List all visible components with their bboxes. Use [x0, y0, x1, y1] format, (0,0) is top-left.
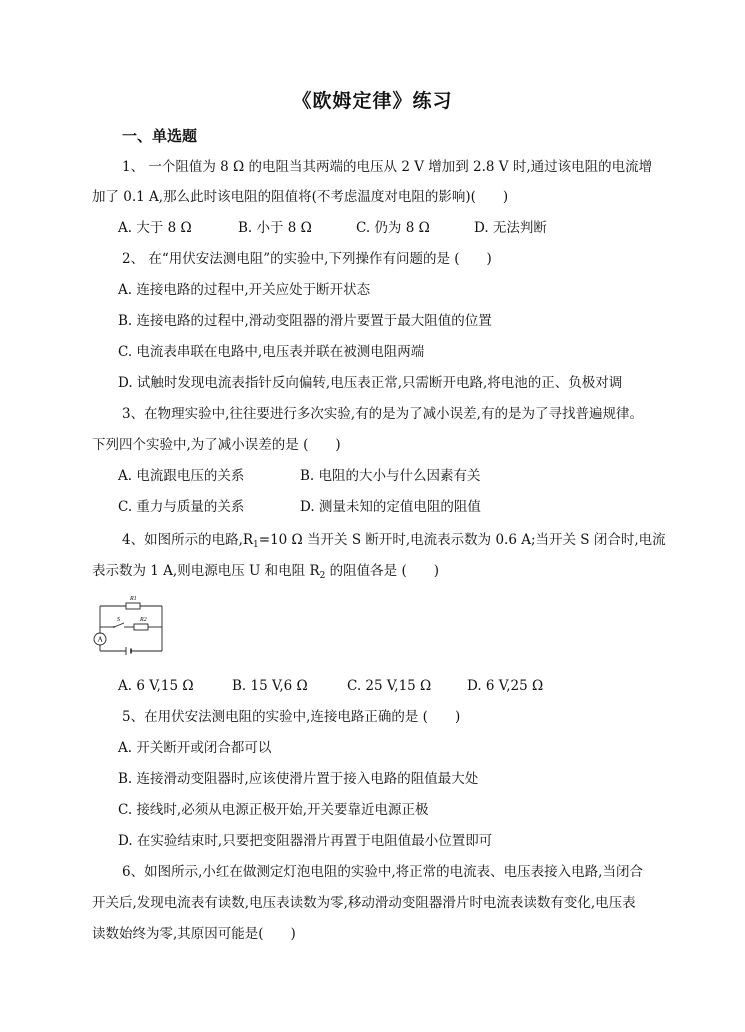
- question-2-option-d: D. 试触时发现电流表指针反向偏转,电压表正常,只需断开电路,将电池的正、负极对调: [118, 375, 623, 391]
- question-2-line-1: 2、 在“用伏安法测电阻”的实验中,下列操作有问题的是 ( ): [122, 251, 492, 267]
- question-6-line-3: 读数始终为零,其原因可能是( ): [92, 926, 296, 942]
- question-5-option-c: C. 接线时,必须从电源正极开始,开关要靠近电源正极: [118, 802, 429, 818]
- question-1-line-1: 1、 一个阻值为 8 Ω 的电阻当其两端的电压从 2 V 增加到 2.8 V 时,通过该电阻的电流增: [122, 159, 653, 175]
- question-5-option-d: D. 在实验结束时,只要把变阻器滑片再置于电阻值最小位置即可: [118, 833, 493, 849]
- question-3-option-a: A. 电流跟电压的关系: [118, 468, 245, 484]
- switch-pivot: [113, 626, 115, 628]
- page-title: 《欧姆定律》练习: [292, 90, 453, 112]
- question-4-option-a: A. 6 V,15 Ω: [118, 678, 194, 694]
- question-5-option-a: A. 开关断开或闭合都可以: [118, 740, 272, 756]
- question-1-option-d: D. 无法判断: [474, 220, 547, 236]
- question-4-line-2: 表示数为 1 A,则电源电压 U 和电阻 $R_2$ 的阻值各是 ( ): [92, 563, 439, 581]
- question-2-option-c: C. 电流表串联在电路中,电压表并联在被测电阻两端: [118, 344, 425, 360]
- ammeter-label: A: [97, 635, 103, 644]
- section-heading: 一、单选题: [122, 127, 198, 145]
- question-2-option-a: A. 连接电路的过程中,开关应处于断开状态: [118, 282, 371, 298]
- switch-label: S: [117, 617, 120, 623]
- resistor-r2-label: R2: [140, 617, 147, 623]
- question-1-option-a: A. 大于 8 Ω: [118, 220, 192, 236]
- question-3-line-2: 下列四个实验中,为了减小误差的是 ( ): [92, 437, 341, 453]
- circuit-diagram: [92, 593, 170, 663]
- question-6-line-2: 开关后,发现电流表有读数,电压表读数为零,移动滑动变阻器滑片时电流表读数有变化,电压表: [92, 895, 636, 911]
- question-5-option-b: B. 连接滑动变阻器时,应该使滑片置于接入电路的阻值最大处: [118, 771, 479, 787]
- question-4-option-b: B. 15 V,6 Ω: [232, 678, 308, 694]
- question-4-option-c: C. 25 V,15 Ω: [347, 678, 432, 694]
- switch-s: [114, 623, 124, 627]
- resistor-r2: [134, 624, 148, 630]
- question-4-option-d: D. 6 V,25 Ω: [467, 678, 544, 694]
- question-1-option-b: B. 小于 8 Ω: [238, 220, 312, 236]
- question-3-line-1: 3、在物理实验中,往往要进行多次实验,有的是为了减小误差,有的是为了寻找普遍规律。: [122, 406, 643, 422]
- question-3-option-c: C. 重力与质量的关系: [118, 499, 245, 515]
- question-2-option-b: B. 连接电路的过程中,滑动变阻器的滑片要置于最大阻值的位置: [118, 313, 492, 329]
- resistor-r1-label: R1: [130, 596, 137, 602]
- question-5-line-1: 5、在用伏安法测电阻的实验中,连接电路正确的是 ( ): [122, 709, 461, 725]
- resistor-r1: [126, 603, 140, 609]
- question-3-option-b: B. 电阻的大小与什么因素有关: [300, 468, 481, 484]
- question-3-option-d: D. 测量未知的定值电阻的阻值: [300, 499, 481, 515]
- question-1-option-c: C. 仍为 8 Ω: [356, 220, 430, 236]
- question-6-line-1: 6、如图所示,小红在做测定灯泡电阻的实验中,将正常的电流表、电压表接入电路,当闭合: [122, 864, 643, 880]
- question-4-line-1: 4、如图所示的电路$,R_1=10$ Ω 当开关 S 断开时,电流表示数为 0.6 A;当开关 S 闭合时,电流: [122, 532, 666, 550]
- question-1-line-2: 加了 0.1 A,那么此时该电阻的阻值将(不考虑温度对电阻的影响)( ): [92, 189, 509, 205]
